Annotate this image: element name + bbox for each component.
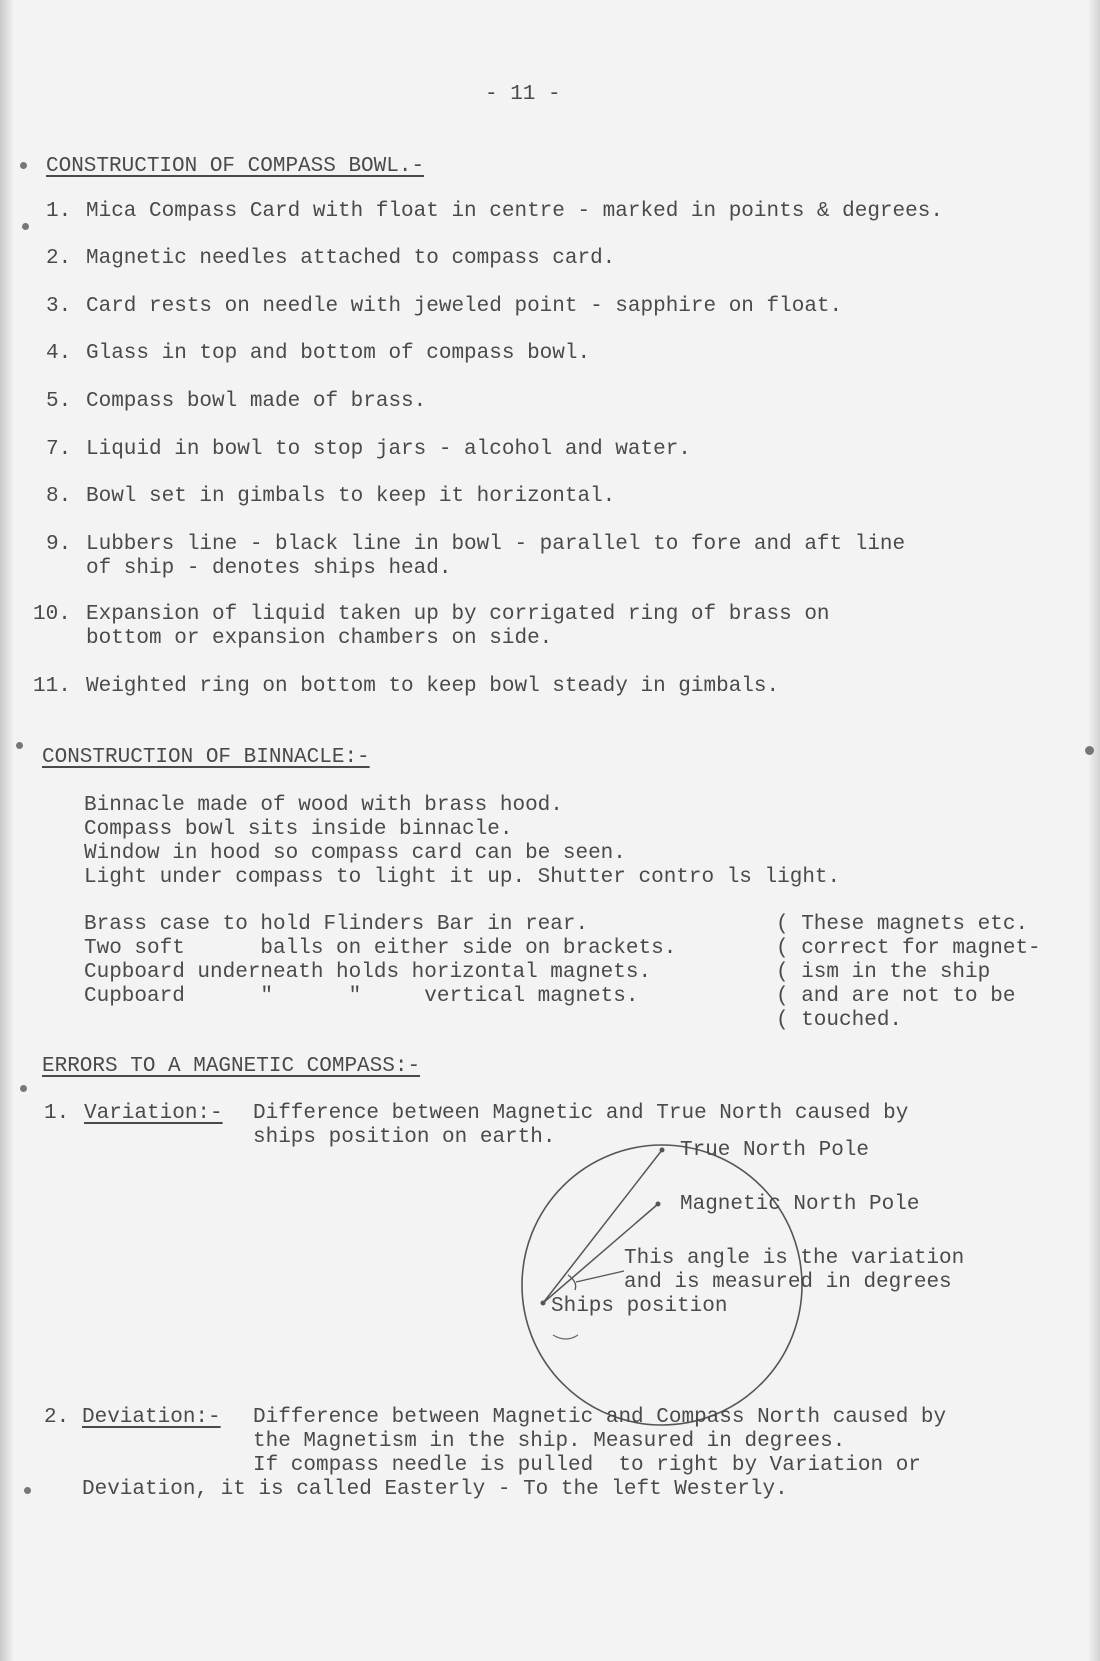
section-heading-compass-bowl: CONSTRUCTION OF COMPASS BOWL.-	[46, 155, 425, 178]
ships-position-label: Ships position	[551, 1295, 728, 1318]
magnetic-north-point	[656, 1202, 661, 1207]
list-item-number: 1.	[46, 200, 72, 223]
variation-number: 1.	[44, 1102, 70, 1125]
list-item-number: 7.	[46, 438, 72, 461]
binnacle-magnets-line: Cupboard " " vertical magnets.	[84, 985, 639, 1008]
list-item-number: 11.	[33, 675, 71, 698]
list-item-text: Magnetic needles attached to compass card.	[86, 247, 616, 270]
list-item-number: 4.	[46, 342, 72, 365]
list-item-text: Bowl set in gimbals to keep it horizontal.	[86, 485, 616, 508]
list-item-number: 9.	[46, 533, 72, 556]
angle-label-continued: and is measured in degrees	[624, 1271, 952, 1294]
binnacle-line: Binnacle made of wood with brass hood.	[84, 794, 563, 817]
list-item-text: Liquid in bowl to stop jars - alcohol and water.	[86, 438, 691, 461]
binnacle-line: Light under compass to light it up. Shutter contro ls light.	[84, 866, 841, 889]
binnacle-note-line: ( and are not to be	[776, 985, 1016, 1008]
list-item-number: 10.	[33, 603, 71, 626]
true-north-pole-label: True North Pole	[680, 1139, 870, 1162]
deviation-number: 2.	[44, 1406, 70, 1429]
deviation-definition-continued: the Magnetism in the ship. Measured in degrees.	[253, 1430, 846, 1453]
deviation-definition-continued: Deviation, it is called Easterly - To the left Westerly.	[82, 1478, 788, 1501]
list-item-number: 2.	[46, 247, 72, 270]
page-number: - 11 -	[485, 83, 561, 106]
true-north-point	[660, 1148, 665, 1153]
list-item-number: 3.	[46, 295, 72, 318]
variation-definition: Difference between Magnetic and True North caused by	[253, 1102, 909, 1125]
ships-position-mark	[553, 1335, 578, 1339]
binnacle-magnets-line: Cupboard underneath holds horizontal magnets.	[84, 961, 652, 984]
section-heading-errors: ERRORS TO A MAGNETIC COMPASS:-	[42, 1055, 421, 1078]
list-item-text: Expansion of liquid taken up by corrigated ring of brass on	[86, 603, 830, 626]
deviation-term: Deviation:-	[82, 1406, 221, 1429]
list-item-text: Card rests on needle with jeweled point - sapphire on float.	[86, 295, 843, 318]
list-item-number: 5.	[46, 390, 72, 413]
list-item-number: 8.	[46, 485, 72, 508]
binnacle-note-line: ( touched.	[776, 1009, 903, 1032]
binnacle-note-line: ( correct for magnet-	[776, 937, 1041, 960]
section-heading-binnacle: CONSTRUCTION OF BINNACLE:-	[42, 746, 370, 769]
binnacle-magnets-line: Two soft balls on either side on brackets.	[84, 937, 677, 960]
binnacle-note-line: ( ism in the ship	[776, 961, 991, 984]
list-item-text: Lubbers line - black line in bowl - parallel to fore and aft line	[86, 533, 906, 556]
angle-pointer-line	[576, 1271, 624, 1282]
list-item-text-continued: bottom or expansion chambers on side.	[86, 627, 553, 650]
variation-term: Variation:-	[84, 1102, 223, 1125]
list-item-text: Mica Compass Card with float in centre - marked in points & degrees.	[86, 200, 943, 223]
deviation-definition: Difference between Magnetic and Compass North caused by	[253, 1406, 947, 1429]
magnetic-north-pole-label: Magnetic North Pole	[680, 1193, 920, 1216]
binnacle-line: Window in hood so compass card can be seen.	[84, 842, 626, 865]
ships-position-point	[541, 1301, 546, 1306]
list-item-text-continued: of ship - denotes ships head.	[86, 557, 452, 580]
list-item-text: Glass in top and bottom of compass bowl.	[86, 342, 591, 365]
deviation-definition-continued: If compass needle is pulled to right by Variation or	[253, 1454, 921, 1477]
list-item-text: Weighted ring on bottom to keep bowl steady in gimbals.	[86, 675, 780, 698]
binnacle-note-line: ( These magnets etc.	[776, 913, 1029, 936]
list-item-text: Compass bowl made of brass.	[86, 390, 427, 413]
angle-label: This angle is the variation	[624, 1247, 965, 1270]
binnacle-magnets-line: Brass case to hold Flinders Bar in rear.	[84, 913, 589, 936]
variation-definition-continued: ships position on earth.	[253, 1126, 556, 1149]
binnacle-line: Compass bowl sits inside binnacle.	[84, 818, 513, 841]
